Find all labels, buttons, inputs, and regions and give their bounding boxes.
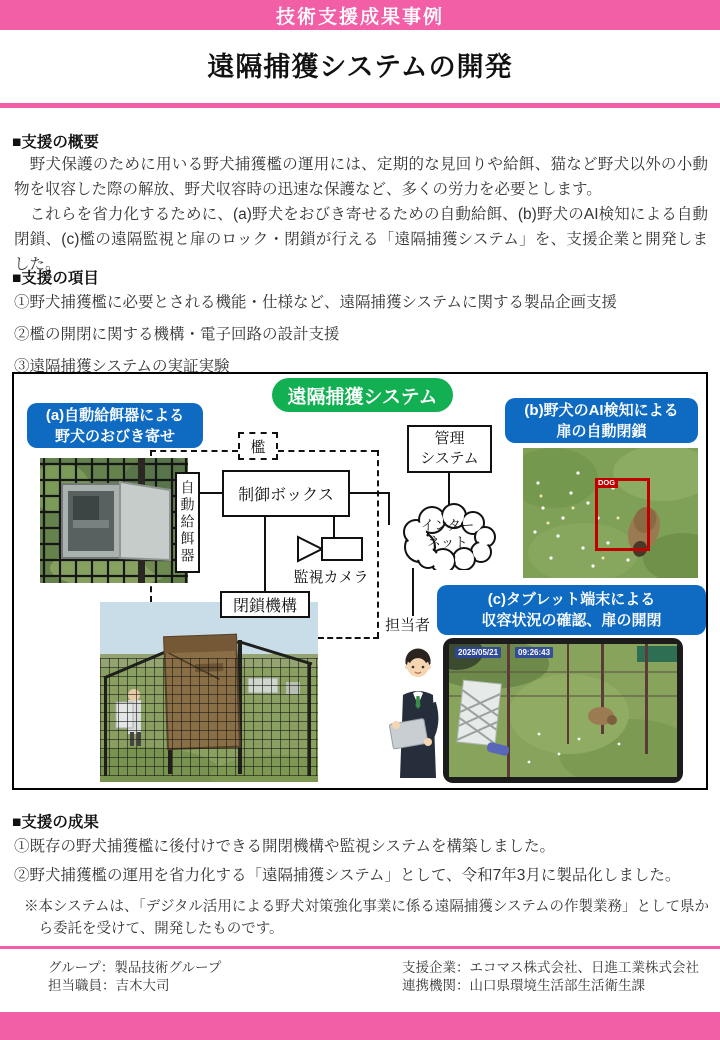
label-a-line1: (a)自動給餌器による <box>45 406 185 424</box>
dog-bounding-box <box>595 478 650 551</box>
tablet-screen-art <box>449 644 677 777</box>
feeder-photo <box>40 458 188 583</box>
footer-staff: 担当職員：吉木大司 <box>48 978 170 993</box>
page-title: 遠隔捕獲システムの開発 <box>207 51 513 82</box>
connector-feeder-control <box>200 492 222 494</box>
cage-photo <box>100 602 318 782</box>
label-a <box>27 403 203 448</box>
system-diagram <box>12 372 708 790</box>
label-b-line1: (b)野犬のAI検知による <box>524 401 679 419</box>
pink-stripe <box>0 103 720 108</box>
node-control-box: 制御ボックス <box>222 470 350 517</box>
overview-paragraph-2: これらを省力化するために、(a)野犬をおびき寄せるための自動給餌、(b)野犬のAI検知による自動閉鎖、(c)檻の遠隔監視と扉のロック・閉鎖が行える「遠隔捕獲システム」を、支援企業と開発しました。 <box>14 206 708 273</box>
feeder-photo-art <box>40 458 188 583</box>
footer-left <box>48 959 221 995</box>
label-b-line2: 扉の自動閉鎖 <box>556 422 647 440</box>
connector-management-internet <box>448 473 450 507</box>
label-c-line2: 収容状況の確認、扉の開閉 <box>481 612 662 629</box>
cage-boundary-top-left <box>150 450 238 452</box>
label-c <box>437 585 706 635</box>
items-heading: ■支援の項目 <box>12 270 99 287</box>
overview-heading: ■支援の概要 <box>12 134 99 151</box>
operator-person-illustration <box>388 645 448 778</box>
node-cage: 檻 <box>238 432 278 460</box>
cage-mesh-overlay <box>100 658 318 776</box>
connector-internet-operator <box>412 568 414 616</box>
footer-bar <box>0 1012 720 1040</box>
label-c-line1: (c)タブレット端末による <box>487 591 656 608</box>
results-heading: ■支援の成果 <box>12 814 99 831</box>
footer-divider <box>0 946 720 949</box>
tablet-time-stamp: 09:26:43 <box>515 647 553 658</box>
tablet-date-stamp: 2025/05/21 <box>455 647 501 658</box>
node-camera-label: 監視カメラ <box>293 569 369 586</box>
overview-text <box>14 152 708 277</box>
cage-boundary-right <box>377 450 379 638</box>
camera-icon <box>296 534 366 564</box>
tablet-device <box>443 638 683 783</box>
node-management-line1: 管理 <box>434 430 465 447</box>
connector-control-closing <box>264 517 266 591</box>
node-management-line2: システム <box>420 450 479 467</box>
node-management-system <box>407 425 492 473</box>
connector-control-internet-v <box>388 492 390 525</box>
node-operator-label: 担当者 <box>385 617 431 634</box>
label-a-line2: 野犬のおびき寄せ <box>54 427 175 445</box>
commission-note: ※本システムは、「デジタル活用による野犬対策強化事業に係る遠隔捕獲システムの作製業務」として県から委託を受けて、開発したものです。 <box>24 899 709 937</box>
dog-detection-tag: DOG <box>595 478 618 488</box>
node-internet-line1: インター <box>420 518 475 533</box>
footer-partner: 連携機関：山口県環境生活部生活衛生課 <box>402 978 645 993</box>
diagram-title-badge: 遠隔捕獲システム <box>272 378 453 412</box>
items-line-1: ①野犬捕獲檻に必要とされる機能・仕様など、遠隔捕獲システムに関する製品企画支援 <box>14 294 617 311</box>
node-internet-line2: ネット <box>427 535 468 550</box>
node-internet <box>398 517 497 551</box>
node-management-line1-2 <box>420 429 479 469</box>
footer-group: グループ：製品技術グループ <box>48 960 222 975</box>
results-line-1: ①既存の野犬捕獲檻に後付けできる開閉機構や監視システムを構築しました。 <box>14 838 555 855</box>
results-line-2: ②野犬捕獲檻の運用を省力化する「遠隔捕獲システム」として、令和7年3月に製品化しました。 <box>14 867 681 884</box>
banner-text: 技術支援成果事例 <box>275 6 444 28</box>
footer-companies: 支援企業：エコマス株式会社、日進工業株式会社 <box>402 960 699 975</box>
connector-control-internet-h <box>350 492 390 494</box>
cage-boundary-top-right <box>278 450 377 452</box>
dog-detection-photo <box>523 448 698 578</box>
node-closing-mechanism: 閉鎖機構 <box>220 591 310 618</box>
footer-right <box>402 959 699 995</box>
cage-boundary-bottom <box>318 637 379 639</box>
items-line-3: ③遠隔捕獲システムの実証実験 <box>14 358 230 375</box>
label-b <box>505 398 698 443</box>
header-banner <box>0 0 720 30</box>
items-line-2: ②檻の開閉に関する機構・電子回路の設計支援 <box>14 326 340 343</box>
overview-paragraph-1: 野犬保護のために用いる野犬捕獲檻の運用には、定期的な見回りや給餌、猫など野犬以外の小動物を収容した際の解放、野犬収容時の迅速な保護など、多くの労力を必要とします。 <box>14 156 708 198</box>
node-feeder-label: 自動給餌器 <box>175 472 200 573</box>
